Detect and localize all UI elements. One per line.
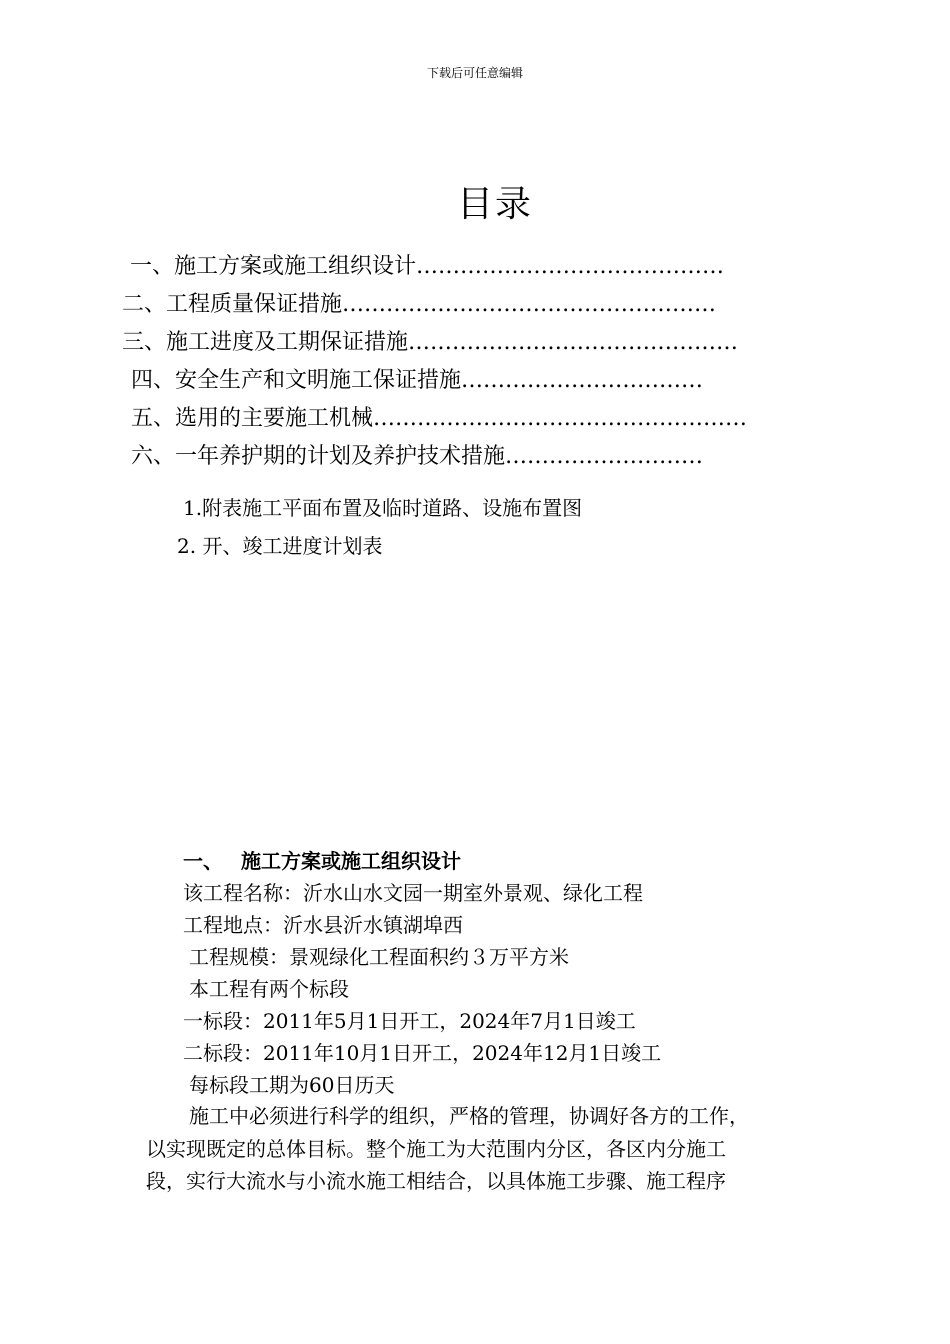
toc-item-2[interactable] [122, 290, 716, 320]
toc-item-leader: …………………………………………… [373, 406, 748, 431]
toc-item-4[interactable] [131, 366, 703, 396]
lot-duration: 每标段工期为60日历天 [189, 1073, 395, 1097]
lot-1-schedule: 一标段：2011年5月1日开工，2024年7月1日竣工 [183, 1009, 636, 1033]
paragraph-line-3: 段，实行大流水与小流水施工相结合，以具体施工步骤、施工程序 [146, 1169, 726, 1193]
toc-item-leader: …………………………… [461, 368, 704, 393]
appendix-1: 1.附表施工平面布置及临时道路、设施布置图 [183, 496, 583, 520]
project-location: 工程地点：沂水县沂水镇湖埠西 [183, 913, 463, 937]
toc-item-label: 四、安全生产和文明施工保证措施 [131, 368, 462, 393]
project-lots: 本工程有两个标段 [189, 977, 349, 1001]
toc-item-label: 一、施工方案或施工组织设计 [130, 254, 417, 279]
project-scale: 工程规模：景观绿化工程面积约３万平方米 [189, 945, 569, 969]
header-note: 下载后可任意编辑 [426, 66, 523, 80]
toc-item-1[interactable] [130, 252, 724, 282]
project-name: 该工程名称：沂水山水文园一期室外景观、绿化工程 [183, 881, 643, 905]
toc-item-3[interactable] [122, 328, 738, 358]
toc-title: 目录 [456, 184, 533, 225]
toc-item-label: 二、工程质量保证措施 [122, 292, 343, 317]
appendix-2: 2. 开、竣工进度计划表 [177, 534, 383, 558]
section-title: 施工方案或施工组织设计 [241, 849, 461, 873]
toc-item-label: 六、一年养护期的计划及养护技术措施 [131, 444, 506, 469]
toc-item-label: 三、施工进度及工期保证措施 [122, 330, 409, 355]
toc-item-leader: …………………………………… [416, 254, 725, 279]
toc-item-6[interactable] [131, 442, 703, 472]
toc-item-label: 五、选用的主要施工机械 [131, 406, 374, 431]
toc-item-leader: ……………………… [505, 444, 704, 469]
toc-item-leader: …………………………………………… [342, 292, 717, 317]
toc-item-5[interactable] [131, 404, 747, 434]
section-number: 一、 [183, 849, 223, 873]
toc-item-leader: ……………………………………… [408, 330, 739, 355]
lot-2-schedule: 二标段：2011年10月1日开工，2024年12月1日竣工 [183, 1041, 662, 1065]
paragraph-line-2: 以实现既定的总体目标。整个施工为大范围内分区，各区内分施工 [146, 1137, 726, 1161]
section-heading [183, 847, 461, 875]
paragraph-line-1: 施工中必须进行科学的组织，严格的管理，协调好各方的工作， [189, 1104, 749, 1128]
